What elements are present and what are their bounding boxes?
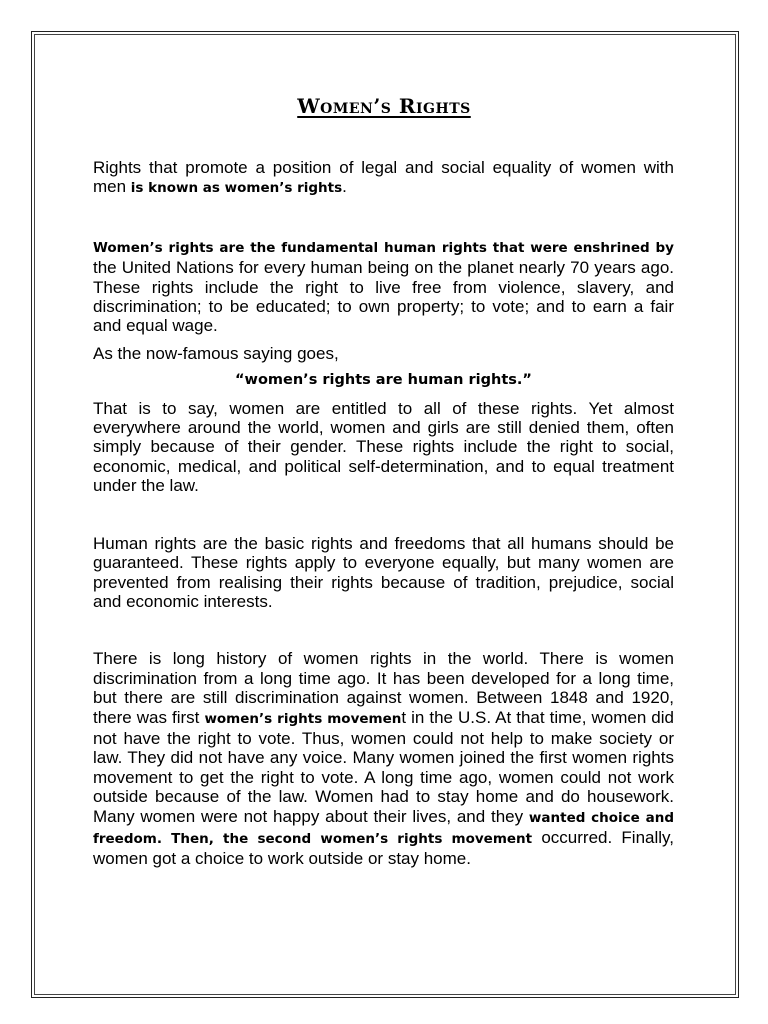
bold-text-run: women’s rights movemen (204, 710, 402, 727)
text-run: occurred. Finally, women got a choice to work outside or stay home. (93, 827, 675, 869)
paragraph-human-rights: Human rights are the basic rights and freedoms that all humans should be guaranteed. These rights apply to everyone equally, but many women are prevented from realising their rights because of tradition, prejudice, social and economic interests. (93, 533, 674, 611)
bold-text-run: Women’s rights are the fundamental human rights that were enshrined by (93, 239, 674, 256)
text-run: Rights that promote a position of legal and social equality of women with men (93, 158, 674, 197)
document-body (93, 158, 674, 869)
document-title: Women’s Rights (297, 94, 471, 118)
paragraph-fundamental-rights (93, 237, 674, 336)
text-run: the United Nations for every human being on the planet nearly 70 years ago. These rights include the right to live free from violence, slavery, and discrimination; to be educated; to own property; to vote; and to earn a fair and equal wage. (93, 258, 674, 336)
text-run: There is long history of women rights in the world. There is women discrimination from a long time ago. It has been developed for a long time, but there are still discrimination against women. Between 1848 and 1920, there was first (93, 649, 674, 727)
paragraph-history (93, 649, 674, 868)
bold-text-run: is known as women’s rights (130, 180, 343, 197)
quote-line: “women’s rights are human rights.” (235, 372, 532, 389)
text-run: t in the U.S. At that time, women did not have the right to vote. Thus, women could not help to make society or law. They did not have any voice. Many women joined the first women rights movement to get the right to vote. A long time ago, women could not work outside because of the law. Women had to stay home and do housework. Many women were not happy about their lives, and they (93, 707, 674, 826)
paragraph-saying-intro: As the now-famous saying goes, (93, 343, 339, 363)
paragraph-entitlement: That is to say, women are entitled to all of these rights. Yet almost everywhere around the world, women and girls are still denied them, often simply because of their gender. These rights include the right to social, economic, medical, and political self-determination, and to equal treatment under the law. (93, 398, 674, 496)
text-run: . (342, 177, 347, 197)
paragraph-definition (93, 158, 674, 199)
bold-text-run: wanted choice and freedom. Then, the second women’s rights movement (93, 809, 674, 847)
